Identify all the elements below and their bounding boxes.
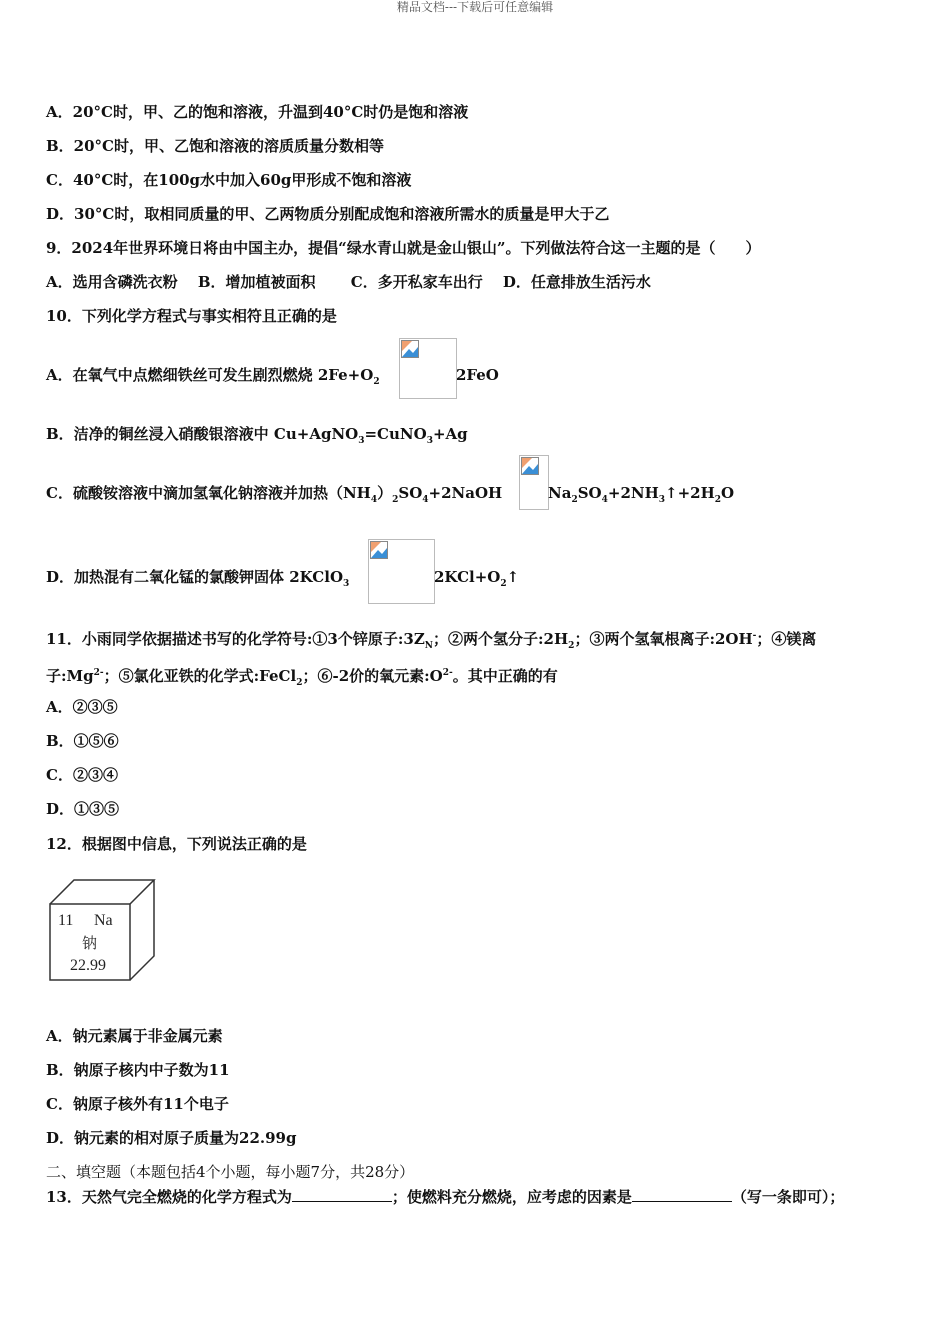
q12-option-a: A．钠元素属于非金属元素: [46, 1027, 223, 1045]
q9-stem: 9．2024年世界环境日将由中国主办，提倡“绿水青山就是金山银山”。下列做法符合这一主题的是（ ）: [46, 239, 761, 257]
element-card-figure: [46, 876, 158, 984]
element-name: 钠: [82, 934, 98, 952]
broken-image-icon: [401, 340, 419, 358]
broken-image-icon: [370, 541, 388, 559]
q10-option-a-product: 2FeO: [456, 366, 499, 384]
equation-arrow-image: [399, 338, 457, 399]
equation-arrow-image: [519, 455, 549, 510]
q11-stem-line1: 11．小雨同学依据描述书写的化学符号:①3个锌原子$:3Z_N$；②两个氢分子$:2H_2$；③两个氢氧根离子:2OH-；④镁离: [46, 630, 817, 651]
element-card-top: [50, 880, 154, 904]
q8-option-a: A．20°C时，甲、乙的饱和溶液，升温到40°C时仍是饱和溶液: [46, 103, 469, 121]
q10-option-c: C．硫酸铵溶液中滴加氢氧化钠溶液并加热$(NH_4)_2SO_4+2NaOH$: [46, 484, 503, 505]
q12-option-b: B．钠原子核内中子数为11: [46, 1061, 230, 1079]
page-header: 精品文档---下载后可任意编辑: [396, 0, 554, 14]
q8-option-c: C．40°C时，在100g水中加入60g甲形成不饱和溶液: [46, 171, 412, 189]
element-symbol: Na: [94, 912, 113, 929]
q11-option-c: C．②③④: [46, 766, 118, 784]
atomic-number: 11: [58, 912, 74, 929]
q12-option-c: C．钠原子核外有11个电子: [46, 1095, 229, 1113]
q8-option-b: B．20°C时，甲、乙饱和溶液的溶质质量分数相等: [46, 137, 384, 155]
q13-stem: 13．天然气完全燃烧的化学方程式为 ；使燃料充分燃烧，应考虑的因素是 （写一条即可）；: [46, 1188, 845, 1206]
section-title: 二、填空题（本题包括4个小题，每小题7分，共28分）: [46, 1163, 415, 1181]
q8-option-d: D．30°C时，取相同质量的甲、乙两物质分别配成饱和溶液所需水的质量是甲大于乙: [46, 205, 610, 223]
answer-blank-2[interactable]: [632, 1187, 732, 1202]
element-card-side: [130, 880, 154, 980]
q10-stem: 10．下列化学方程式与事实相符且正确的是: [46, 307, 337, 325]
broken-image-icon: [521, 457, 539, 475]
q10-option-a: A．在氧气中点燃细铁丝可发生剧烈燃烧 $2Fe+O_2$: [46, 366, 380, 387]
q11-stem-line2: 子$:Mg^{2-}$；⑤氯化亚铁的化学式:FeCl$_2$；⑥-2价的氧元素$:O^{2-}$。其中正确的有: [46, 667, 558, 688]
q12-stem: 12．根据图中信息，下列说法正确的是: [46, 835, 307, 853]
q11-option-a: A．②③⑤: [46, 698, 118, 716]
q11-option-d: D．①③⑤: [46, 800, 120, 818]
answer-blank-1[interactable]: [292, 1187, 392, 1202]
q10-option-d-products: $2KCl+O_2↑$: [434, 568, 520, 589]
equation-arrow-image: [368, 539, 435, 604]
q12-option-d: D．钠元素的相对原子质量为22.99g: [46, 1129, 297, 1147]
q10-option-d: D．加热混有二氧化锰的氯酸钾固体 2KClO$_3$: [46, 568, 350, 589]
atomic-mass: 22.99: [70, 957, 106, 974]
q9-options: A．选用含磷洗衣粉 B．增加植被面积 C．多开私家车出行 D．任意排放生活污水: [46, 273, 651, 291]
q10-option-b: B．洁净的铜丝浸入硝酸银溶液中 Cu+AgNO$_3$=CuNO$_3$+Ag: [46, 425, 468, 446]
q10-option-c-products: $Na_2SO_4+2NH_3↑+2H_2O$: [548, 484, 735, 505]
q11-option-b: B．①⑤⑥: [46, 732, 119, 750]
